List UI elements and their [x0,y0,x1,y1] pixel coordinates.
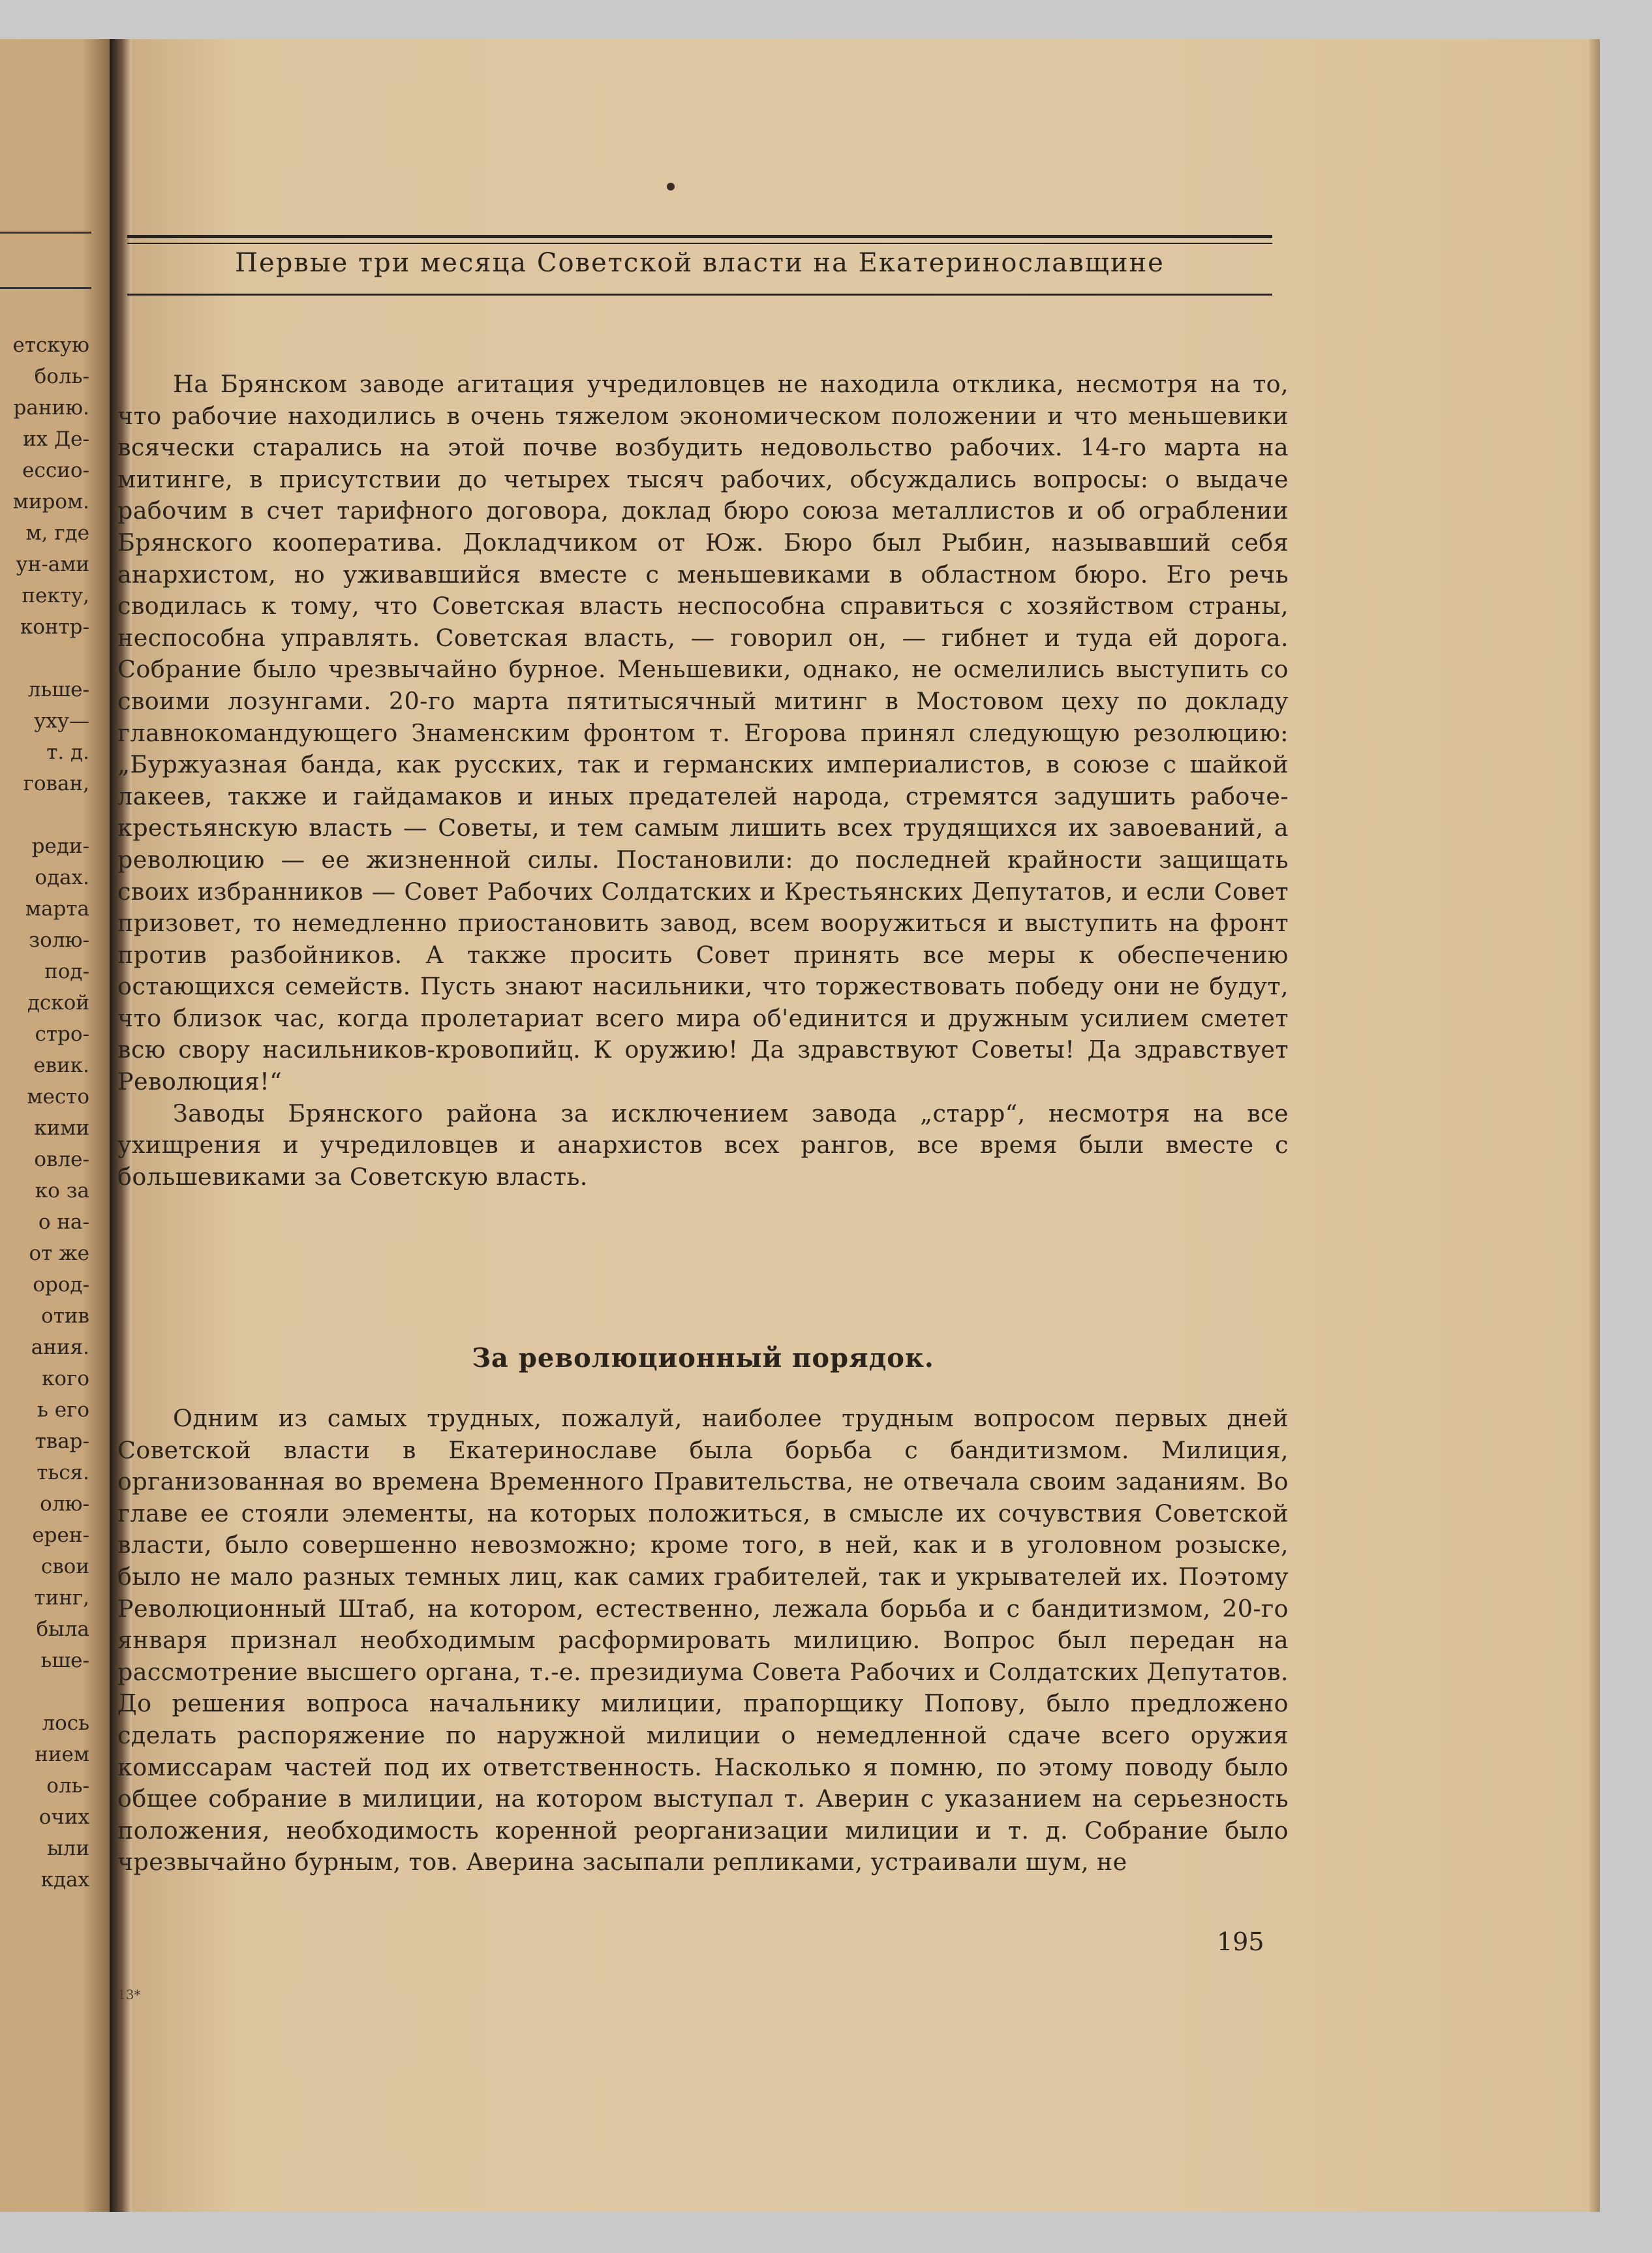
left-page-fragment: лось [42,1711,89,1735]
left-page-fragment: их Де- [22,427,89,451]
left-page [0,39,117,2212]
left-page-fragment: от же [29,1242,89,1265]
left-page-fragment: ород- [33,1273,89,1296]
section-heading: За революционный порядок. [472,1343,934,1373]
left-page-fragment: марта [25,897,89,921]
left-page-fragment: отив [41,1304,89,1328]
left-page-fragment: олю- [40,1492,89,1516]
left-page-fragment: стро- [35,1022,89,1046]
left-page-fragment: одах. [35,866,89,889]
left-page-fragment: твар- [35,1430,89,1453]
left-page-fragment: ться. [37,1461,89,1484]
left-page-fragment: кими [34,1116,89,1140]
left-page-fragment: ыли [46,1837,89,1860]
left-page-fragment [1,1676,89,1708]
signature-mark: 13* [117,1987,141,2002]
left-page-fragment: ессио- [22,459,89,482]
running-header: Первые три месяца Советской власти на Екатеринославщине [235,248,1165,278]
left-page-fragment: т. д. [46,741,89,764]
scanned-book-spread [0,39,1600,2212]
left-page-fragment: нием [35,1743,89,1766]
left-page-fragment: льше- [27,678,89,701]
page-number: 195 [1217,1927,1264,1956]
paragraph: Заводы Брянского района за исключением завода „старр“, несмотря на все ухищрения и учредиловцев и анархистов всех рангов, все время были вместе с большевиками за Советскую власть. [117,1099,1289,1191]
left-page-fragment: оль- [46,1774,89,1798]
left-page-fragment: м, где [25,521,89,545]
left-page-fragment: реди- [31,835,89,858]
left-page-fragment: золю- [29,928,89,952]
left-page-fragment: етскую [12,333,89,357]
left-page-fragment: ранию. [13,396,89,420]
header-rule [127,235,1272,238]
left-page-fragment: под- [44,960,89,983]
left-page-fragment: ерен- [32,1524,89,1547]
left-page-fragment: ун-ами [16,553,89,576]
left-page-text-fragments [1,330,89,1895]
left-page-fragment: евик. [33,1054,89,1077]
left-page-fragment: кого [42,1367,89,1390]
left-page-fragment: уху— [34,709,89,733]
left-page-fragment [1,643,89,674]
left-page-fragment: о на- [38,1210,89,1234]
left-page-fragment: ь его [37,1398,89,1422]
body-text [117,1403,1289,1878]
left-page-rule [0,287,91,289]
left-page-fragment: боль- [34,365,89,388]
left-page-fragment: кдах [40,1868,89,1892]
left-page-fragment: гован, [23,772,89,795]
left-page-fragment: тинг, [34,1586,89,1610]
left-page-fragment: свои [40,1555,89,1578]
left-page-fragment: ьше- [40,1649,89,1672]
left-page-fragment: была [36,1617,89,1641]
body-text [117,369,1289,1193]
header-rule [127,294,1272,296]
left-page-fragment: дской [27,991,89,1015]
ink-dot [667,183,675,191]
left-page-rule [0,232,91,234]
header-rule [127,243,1272,244]
left-page-fragment: пекту, [22,584,89,607]
left-page-fragment [1,799,89,831]
left-page-fragment: ко за [35,1179,89,1203]
left-page-fragment: место [27,1085,89,1109]
paragraph: Одним из самых трудных, пожалуй, наиболее трудным вопросом первых дней Советской власти в Екатеринославе была борьба с бандитизмом. Милиция, организованная во времена Временного Правительства, не отвечала своим заданиям. Во главе ее стояли элементы, на которых положиться, в смысле их сочувствия Советской власти, было совершенно невозможно; кроме того, в ней, как и в уголовном розыске, было не мало разных темных лиц, как самих грабителей, так и укрывателей их. Поэтому Революционный Штаб, на котором, естественно, лежала борьба и с бандитизмом, 20-го января признал необходимым расформировать милицию. Вопрос был передан на рассмотрение высшего органа, т.-е. президиума Совета Рабочих и Солдатских Депутатов. До решения вопроса начальнику милиции, прапорщику Попову, было предложено сделать распоряжение по наружной милиции о немедленной сдаче всего оружия комиссарам частей под их ответственность. Насколько я помню, по этому поводу было общее собрание в милиции, на котором выступал т. Аверин с указанием на серьезность положения, необходимость коренной реорганизации милиции и т. д. Собрание было чрезвычайно бурным, тов. Аверина засыпали репликами, устраивали шум, не [117,1404,1289,1877]
page-edge [1589,39,1600,2212]
left-page-fragment: мирoм. [12,490,89,513]
left-page-fragment: овле- [34,1148,89,1171]
paragraph: На Брянском заводе агитация учредиловцев не находила отклика, несмотря на то, что рабочие находились в очень тяжелом экономическом положении и что меньшевики всячески старались на этой почве возбудить недовольство рабочих. 14-го марта на митинге, в присутствии до четырех тысяч рабочих, обсуждались вопросы: о выдаче рабочим в счет тарифного договора, доклад бюро союза металлистов и об ограблении Брянского кооператива. Докладчиком от Юж. Бюро был Рыбин, называвший себя анархистом, но уживавшийся вместе с меньшевиками в областном бюро. Его речь сводилась к тому, что Советская власть неспособна справиться с хозяйством страны, неспособна управлять. Советская власть, — говорил он, — гибнет и туда ей дорога. Собрание было чрезвычайно бурное. Меньшевики, однако, не осмелились выступить со своими лозунгами. 20-го марта пятитысячный митинг в Мостовом цеху по докладу главнокомандующего Знаменским фронтом т. Егорова принял следующую резолюцию: „Буржуазная банда, как русских, так и германских империалистов, в союзе с шайкой лакеев, также и гайдамаков и иных предателей народа, стремятся задушить рабоче-крестьянскую власть — Советы, и тем самым лишить всех трудящихся их завоеваний, а революцию — ее жизненной силы. Постановили: до последней крайности защищать своих избранников — Совет Рабочих Солдатских и Крестьянских Депутатов, и если Совет призовет, то немедленно приостановить завод, всем вооружиться и выступить на фронт против разбойников. А также просить Совет принять все меры к обеспечению остающихся семейств. Пусть знают насильники, что торжествовать победу они не будут, что близок час, когда пролетариат всего мира об'единится и дружным усилием сметет всю свору насильников-кровопийц. К оружию! Да здравствуют Советы! Да здравствует Революция!“ [117,370,1289,1096]
left-page-fragment: очих [38,1805,89,1829]
left-page-fragment: ания. [31,1336,89,1359]
left-page-fragment: контр- [20,615,89,639]
